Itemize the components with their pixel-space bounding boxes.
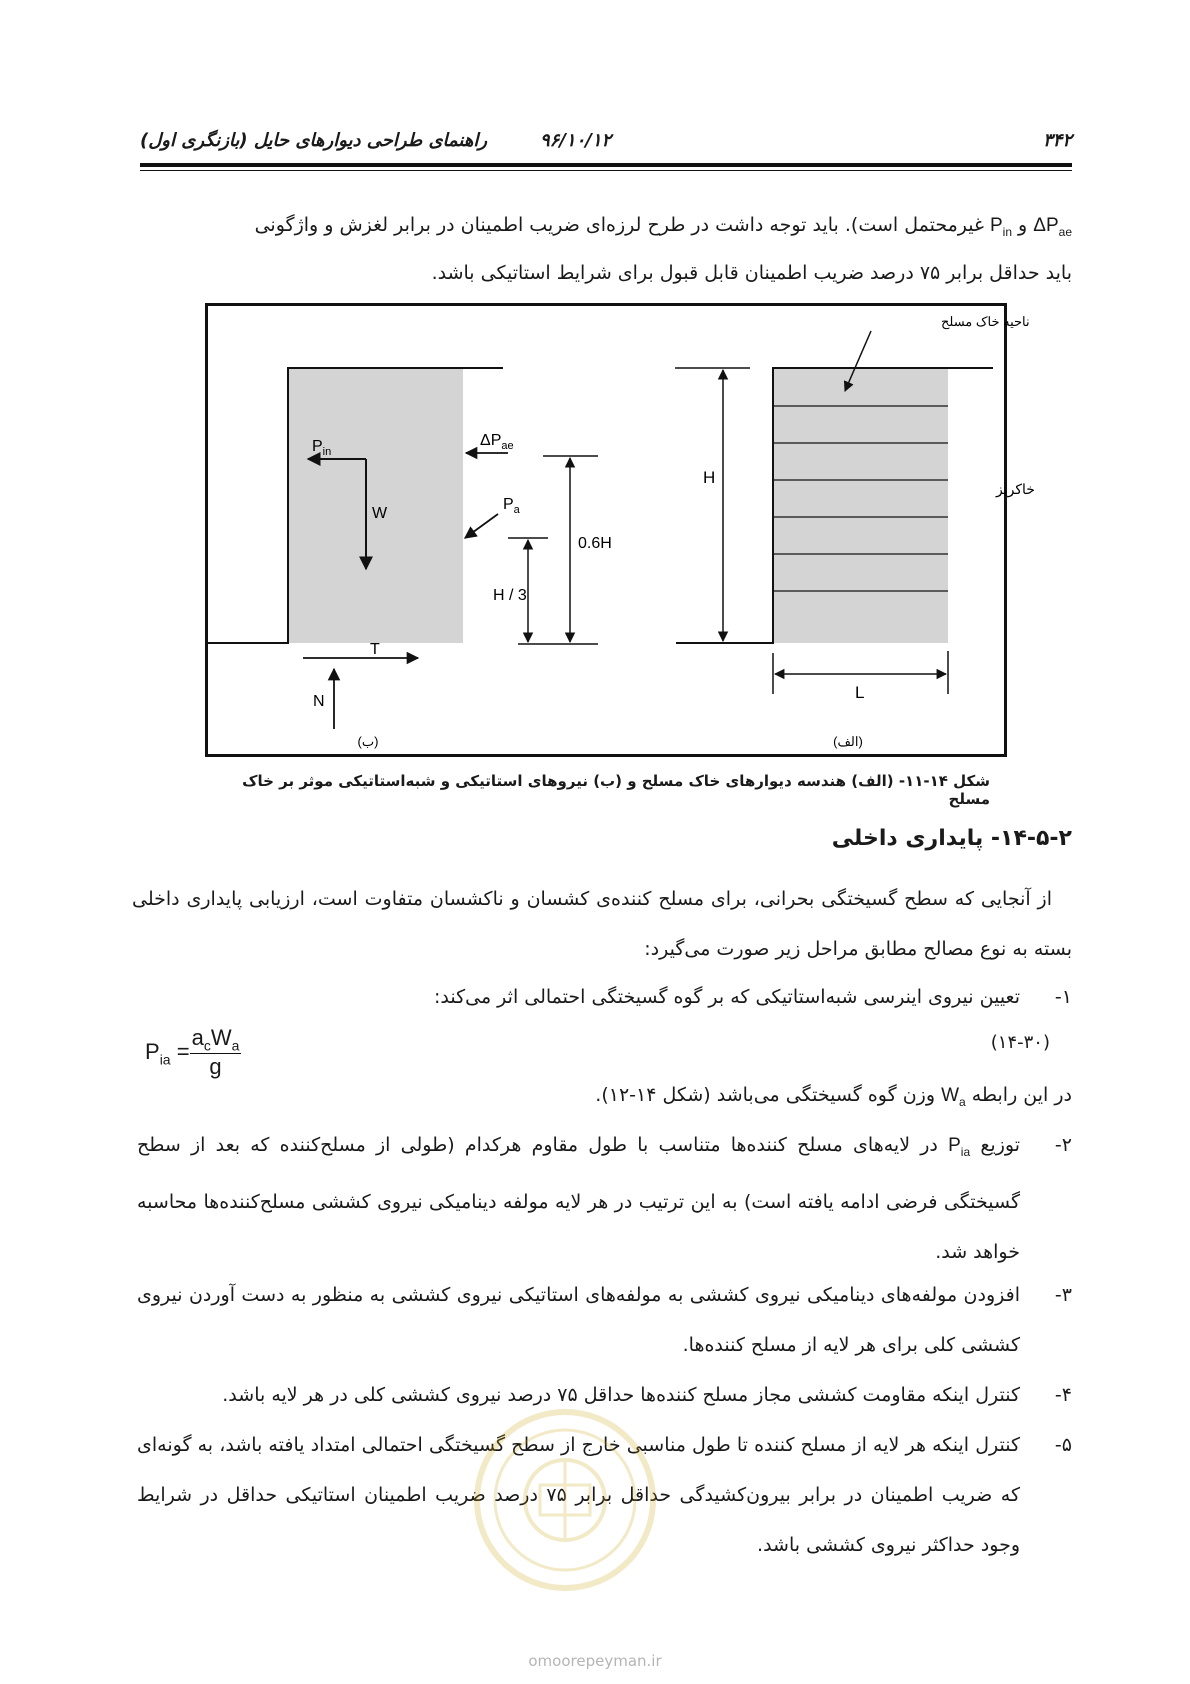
header-rule: [140, 163, 1072, 167]
label-a: (الف): [833, 734, 863, 749]
arrow-pa: [465, 514, 498, 538]
figure-frame: [205, 303, 1035, 757]
label-n: N: [313, 693, 325, 710]
reinforced-zone-a: [773, 368, 948, 643]
label-06h: 0.6H: [578, 535, 612, 552]
step-1: ۱- تعیین نیروی اینرسی شبه‌استاتیکی که بر گوه گسیختگی احتمالی اثر می‌کند:: [433, 986, 1072, 1008]
label-l: L: [855, 683, 865, 702]
label-dpae: $\Delta P_{ae}$: [480, 432, 514, 452]
label-h3: H / 3: [493, 587, 527, 604]
label-pa: $P_a$: [503, 496, 520, 516]
step-2: ۲- توزیع $P_{ia}$ در لایه‌های مسلح کننده‌ها متناسب با طول مقاوم هرکدام (طولی از مسلح‌کننده که بعد از سطح گسیختگی فرضی ادامه یافته است) به این ترتیب در هر لایه مولفه دینامیکی نیروی کششی مسلح‌کننده‌ها محاسبه خواهد شد.: [137, 1134, 1072, 1263]
step-3: ۳- افزودن مولفه‌های دینامیکی نیروی کششی به مولفه‌های استاتیکی نیروی کششی به منظور به دست آوردن نیروی کششی کلی برای هر لایه از مسلح کننده‌ها.: [137, 1284, 1072, 1356]
label-t: T: [370, 641, 380, 658]
label-b: (ب): [357, 734, 379, 749]
section-paragraph: از آنجایی که سطح گسیختگی بحرانی، برای مسلح کننده‌ی کشسان و ناکشسان متفاوت است، ارزیابی پایداری داخلی بسته به نوع مصالح مطابق مراحل زیر صورت می‌گیرد:: [132, 888, 1072, 960]
label-pin: $P_{in}$: [312, 438, 332, 458]
formula-pia: $P_{ia}$ = $a_cW_a$ g: [145, 1025, 240, 1080]
header-rule-thin: [140, 170, 1072, 171]
watermark-seal-icon: [470, 1405, 660, 1595]
page-number: ۳۴۲: [1042, 130, 1072, 151]
where-line: در این رابطه $W_a$ وزن گوه گسیختگی می‌باشد (شکل ۱۴-۱۲).: [595, 1084, 1072, 1109]
figure-diagram: [208, 306, 1035, 754]
step-4: ۴- کنترل اینکه مقاومت کششی مجاز مسلح کننده‌ها حداقل ۷۵ درصد نیروی کششی کلی در هر لایه باشد.: [222, 1384, 1072, 1406]
equation-number: (۱۴-۳۰): [990, 1032, 1050, 1053]
footer-site: omoorepeyman.ir: [528, 1652, 662, 1670]
header-title: راهنمای طراحی دیوارهای حایل (بازنگری اول): [140, 130, 488, 151]
label-reinforced-zone: ناحیه خاک مسلح: [941, 314, 1030, 329]
label-h: H: [703, 468, 716, 487]
label-backfill: خاکریز: [996, 481, 1035, 497]
header-date: ۹۶/۱۰/۱۲: [540, 130, 612, 151]
label-w: W: [372, 505, 388, 522]
intro-line-1: $\Delta P_{ae}$ و $P_{in}$ غیرمحتمل است). باید توجه داشت در طرح لرزه‌ای ضریب اطمینان در برابر لغزش و واژگونی: [254, 214, 1072, 239]
intro-line-2: باید حداقل برابر ۷۵ درصد ضریب اطمینان قابل قبول برای شرایط استاتیکی باشد.: [431, 262, 1072, 284]
section-heading: ۱۴-۵-۲- پایداری داخلی: [831, 826, 1072, 851]
step-5: ۵- کنترل اینکه هر لایه از مسلح کننده تا طول مناسبی خارج از سطح گسیختگی احتمالی امتداد یافته باشد، به گونه‌ای که ضریب اطمینان در برابر بیرون‌کشیدگی حداقل برابر ۷۵ درصد ضریب اطمینان استاتیکی حداقل در شرایط وجود حداکثر نیروی کششی باشد.: [137, 1434, 1072, 1556]
figure-caption: شکل ۱۴-۱۱- (الف) هندسه دیوارهای خاک مسلح و (ب) نیروهای استاتیکی و شبه‌استاتیکی موثر بر خاک مسلح: [242, 772, 990, 808]
